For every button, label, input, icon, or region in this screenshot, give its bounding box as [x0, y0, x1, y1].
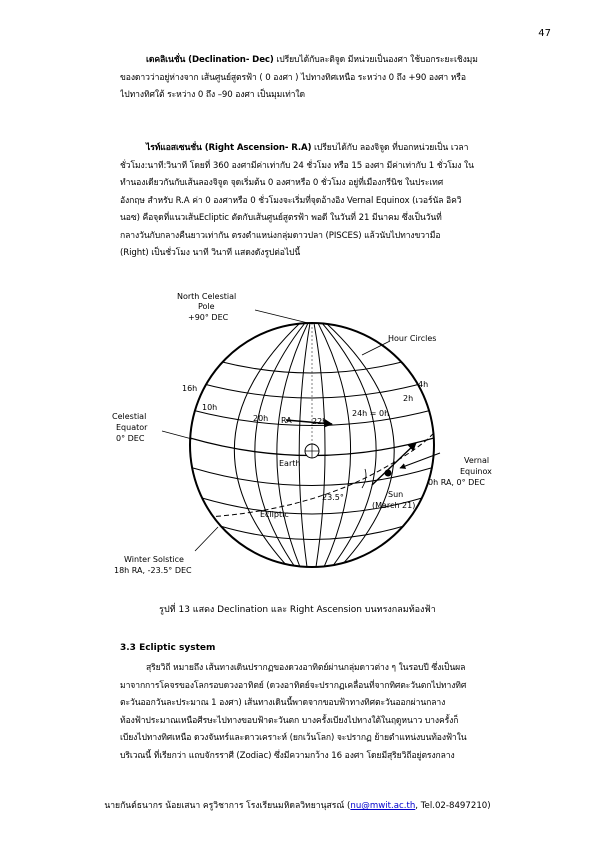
footer-phone: , Tel.02-8497210)	[415, 801, 491, 811]
paragraph-line: สุริยวิถี หมายถึง เส้นทางเดินปรากฏของดวงอาทิตย์ผ่านกลุ่มดาวต่าง ๆ ในรอบปี ซึ่งเป็นผล	[146, 663, 466, 673]
hour-20h-label: 20h	[253, 414, 269, 423]
vernal-equinox-label: 0h RA, 0° DEC	[428, 478, 485, 487]
right-ascension-term: ไรท์แอสเซนชั่น (Right Ascension- R.A)	[146, 143, 312, 153]
paragraph-line: กลางวันกับกลางคืนยาวเท่ากัน ตรงตำแหน่งกลุ่มดาวปลา (PISCES) แล้วนับไปทางขวามือ	[120, 230, 441, 241]
ra-label: RA	[281, 416, 292, 425]
equator-leader	[162, 431, 192, 439]
sun-label: Sun	[388, 490, 404, 499]
page-number: 47	[538, 28, 551, 39]
ecliptic-paragraph	[120, 660, 540, 765]
north-pole-leader	[255, 310, 308, 323]
hour-4h-label: 4h	[418, 380, 429, 389]
winter-solstice-leader	[195, 527, 218, 551]
hour-circle	[234, 323, 300, 567]
section-title: 3.3 Ecliptic system	[120, 643, 216, 653]
paragraph-line: อังกฤษ สำหรับ R.A ค่า 0 องศาหรือ 0 ชั่วโมงจะเริ่มที่จุดอ้างอิง Vernal Equinox (เวอร์นัล อิควิ	[120, 195, 462, 206]
paragraph-line: ของดาวว่าอยู่ห่างจาก เส้นศูนย์สูตรฟ้า ( 0 องศา ) ไปทางทิศเหนือ ระหว่าง 0 ถึง +90 องศา หรือ	[120, 72, 466, 83]
paragraph-line: ไรท์แอสเซนชั่น (Right Ascension- R.A) เปรียบได้กับ ลองจิจูด ที่บอกหน่วยเป็น เวลา	[146, 143, 469, 153]
paragraph-line: ไปทางทิศใต้ ระหว่าง 0 ถึง –90 องศา เป็นมุมเท่าใด	[120, 90, 305, 100]
celestial-equator-label: Celestial	[112, 412, 147, 421]
hour-24h-label: 24h = 0h	[352, 409, 390, 418]
footer-author: นายกันต์ธนากร น้อยเสนา ครูวิชาการ โรงเรียนมหิดลวิทยานุสรณ์ (	[104, 801, 351, 811]
tilt-angle-label: 23.5°	[322, 493, 344, 502]
parallel-line	[220, 526, 404, 540]
hour-circle	[322, 323, 376, 567]
ecliptic-label: Ecliptic	[260, 510, 289, 519]
celestial-equator-label: 0° DEC	[116, 434, 145, 443]
paragraph-line: นอซ) คือจุดที่แนวเส้นEcliptic ตัดกับเส้นศูนย์สูตรฟ้า พอดี ในวันที่ 21 มีนาคม ซึ่งเป็นวันที่	[120, 213, 442, 223]
paragraph-line: เบียงไปทางทิศเหนือ ดวงจันทร์และดาวเคราะห์ (ยกเว้นโลก) จะปรากฏ ย้ายตำแหน่งบนท้องฟ้าใน	[120, 733, 467, 743]
parallel-line	[193, 468, 431, 486]
winter-solstice-label: 18h RA, -23.5° DEC	[114, 566, 192, 575]
hour-22h-label: 22h	[312, 417, 328, 426]
hour-circle	[326, 323, 394, 567]
hour-16h-label: 16h	[182, 384, 198, 393]
north-pole-label: North Celestial	[177, 292, 237, 301]
north-pole-label: Pole	[198, 302, 215, 311]
sun-label: (March 21)	[372, 501, 416, 510]
hour-circles-label: Hour Circles	[388, 334, 437, 343]
earth-label: Earth	[279, 459, 301, 468]
hour-circle	[277, 323, 308, 567]
footer-email-link[interactable]: nu@mwit.ac.th	[350, 801, 416, 811]
paragraph-line: (Right) เป็นชั่วโมง นาที วินาที แสดงดังรูปต่อไปนี้	[120, 248, 301, 258]
paragraph-line: มาจากการโคจรของโลกรอบดวงอาทิตย์ (ดวงอาทิตย์จะปรากฏเคลื่อนที่จากทิศตะวันตกไปทางทิศ	[120, 680, 467, 691]
hour-10h-label: 10h	[202, 403, 218, 412]
paragraph-line: บริเวณนี้ ที่เรียกว่า แถบจักรราศี (Zodiac) ซึ่งมีความกว้าง 16 องศา โดยมีสุริยวิถีอยู่ตรงกลาง	[120, 750, 455, 761]
page-footer	[0, 798, 595, 812]
hour-circle	[255, 323, 305, 567]
right-ascension-paragraph	[120, 140, 540, 263]
hour-2h-label: 2h	[403, 394, 414, 403]
paragraph-line: ทำนองเดียวกันกับเส้นลองจิจูด จุดเริ่มต้น 0 องศาหรือ 0 ชั่วโมง อยู่ที่เมืองกรีนิช ในประเทศ	[120, 178, 444, 188]
paragraph-line: ตะวันออกวันละประมาณ 1 องศา) เส้นทางเดินนี้พาดจากขอบฟ้าทางทิศตะวันออกผ่านกลาง	[120, 698, 446, 708]
paragraph-line: ชั่วโมง:นาที:วินาที โดยที่ 360 องศามีค่าเท่ากับ 24 ชั่วโมง หรือ 15 องศา มีค่าเท่ากับ 1 ชั่วโมง ใน	[120, 160, 474, 171]
vernal-equinox-label: Equinox	[460, 467, 492, 476]
celestial-sphere-diagram	[100, 283, 520, 593]
north-pole-label: +90° DEC	[188, 313, 229, 322]
declination-paragraph	[120, 52, 540, 105]
paragraph-line: เดคลิเนชั่น (Declination- Dec) เปรียบได้กับละติจูด มีหน่วยเป็นองศา ใช้บอกระยะเชิงมุม	[146, 55, 478, 65]
celestial-equator-label: Equator	[116, 423, 148, 432]
hour-circle	[318, 323, 351, 567]
celestial-sphere-figure	[100, 283, 520, 593]
paragraph-line: ท้องฟ้าประมาณเหนือศีรษะไปทางขอบฟ้าตะวันตก บางครั้งเบียงไปทางใต้ในฤดูหนาว บางครั้งก็	[120, 715, 459, 726]
figure-caption: รูปที่ 13 แสดง Declination และ Right Ascension บนทรงกลมท้องฟ้า	[159, 605, 436, 615]
vernal-equinox-label: Vernal	[464, 456, 490, 465]
declination-term: เดคลิเนชั่น (Declination- Dec)	[146, 55, 274, 65]
winter-solstice-label: Winter Solstice	[124, 555, 184, 564]
